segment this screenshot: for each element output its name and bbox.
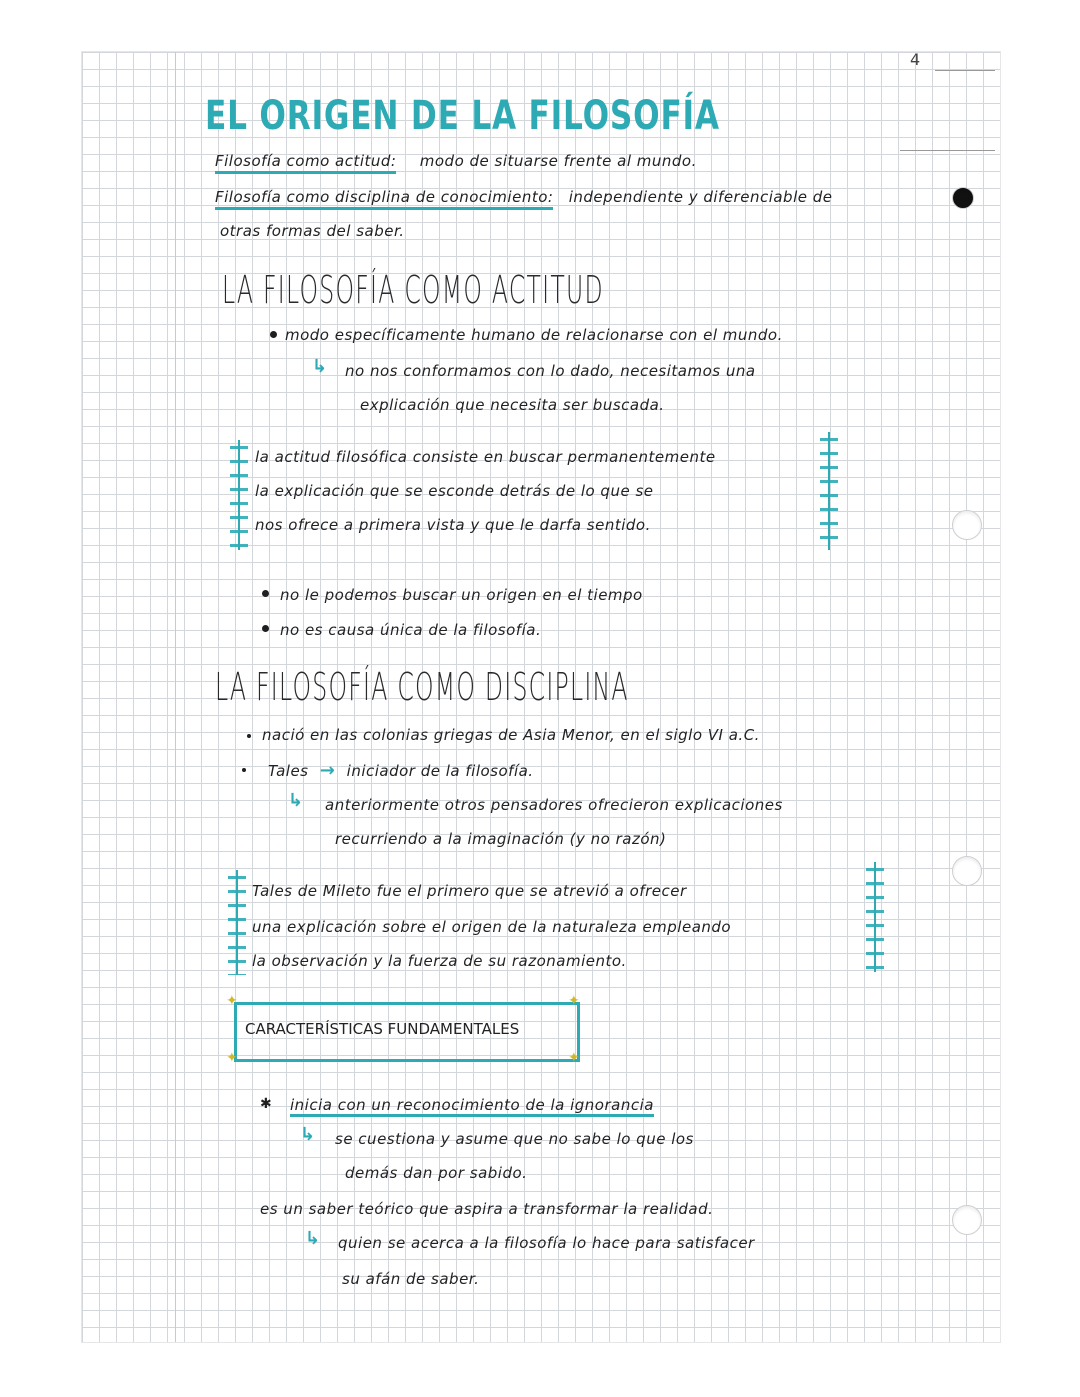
top-corner-lines xyxy=(900,150,995,151)
intro-line-1 xyxy=(215,152,697,170)
margin-line xyxy=(175,52,176,1342)
disciplina-bullet-2 xyxy=(268,760,534,781)
disciplina-box-line-3: la observación y la fuerza de su razonamiento. xyxy=(252,952,627,970)
actitud-box-line-2: la explicación que se esconde detrás de lo que se xyxy=(255,482,654,500)
page-mark: 4 xyxy=(910,50,921,69)
star-corner-icon: ✦ xyxy=(226,993,238,1009)
binder-hole xyxy=(952,510,982,540)
vine-border-icon xyxy=(230,440,248,550)
characteristic-1: inicia con un reconocimiento de la ignorancia xyxy=(290,1096,654,1117)
section-heading-actitud: LA FILOSOFÍA COMO ACTITUD xyxy=(222,268,604,312)
star-bullet-icon: ✱ xyxy=(260,1096,272,1112)
tales-text: iniciador de la filosofía. xyxy=(346,762,534,780)
top-corner-lines xyxy=(935,70,995,71)
intro-line-3: otras formas del saber. xyxy=(220,222,405,240)
page-title: EL ORIGEN DE LA FILOSOFÍA xyxy=(205,93,720,139)
disciplina-sub-2: recurriendo a la imaginación (y no razón) xyxy=(335,830,667,848)
bullet-dot-icon xyxy=(262,590,269,597)
disciplina-bullet-1: nació en las colonias griegas de Asia Menor, en el siglo VI a.C. xyxy=(262,726,760,744)
characteristic-1-sub-2: demás dan por sabido. xyxy=(345,1164,528,1182)
disciplina-box-line-2: una explicación sobre el origen de la naturaleza empleando xyxy=(252,918,732,936)
tales-name: Tales xyxy=(268,762,309,780)
actitud-sub-1: no nos conformamos con lo dado, necesitamos una xyxy=(345,362,756,380)
intro-line-2 xyxy=(215,188,833,206)
vine-border-icon xyxy=(228,870,246,975)
arrow-down-right-icon: ↳ xyxy=(305,1228,321,1249)
vine-border-icon xyxy=(866,862,884,972)
intro-term-2: Filosofía como disciplina de conocimiento: xyxy=(215,188,553,210)
characteristic-2: es un saber teórico que aspira a transformar la realidad. xyxy=(260,1200,714,1218)
bullet-dot-icon xyxy=(242,768,246,772)
star-corner-icon: ✦ xyxy=(568,1050,580,1066)
star-corner-icon: ✦ xyxy=(568,993,580,1009)
section-heading-disciplina: LA FILOSOFÍA COMO DISCIPLINA xyxy=(215,665,629,709)
characteristic-2-sub-1: quien se acerca a la filosofía lo hace para satisfacer xyxy=(338,1234,755,1252)
actitud-bullet-2: no le podemos buscar un origen en el tiempo xyxy=(280,586,643,604)
characteristic-1-sub-1: se cuestiona y asume que no sabe lo que los xyxy=(335,1130,694,1148)
bullet-dot-icon xyxy=(262,625,269,632)
binder-hole xyxy=(952,187,974,209)
actitud-box-line-1: la actitud filosófica consiste en buscar permanentemente xyxy=(255,448,716,466)
arrow-right-icon: → xyxy=(319,760,336,781)
binder-hole xyxy=(952,1205,982,1235)
intro-text-2: independiente y diferenciable de xyxy=(568,188,833,206)
vine-border-icon xyxy=(820,432,838,550)
binder-hole xyxy=(952,856,982,886)
bullet-dot-icon xyxy=(270,331,277,338)
disciplina-sub-1: anteriormente otros pensadores ofrecieron explicaciones xyxy=(325,796,783,814)
intro-term-1: Filosofía como actitud: xyxy=(215,152,396,174)
arrow-down-right-icon: ↳ xyxy=(288,790,304,811)
bullet-dot-icon xyxy=(247,734,251,738)
intro-text-1: modo de situarse frente al mundo. xyxy=(419,152,697,170)
characteristic-2-sub-2: su afán de saber. xyxy=(342,1270,480,1288)
star-corner-icon: ✦ xyxy=(226,1050,238,1066)
actitud-sub-2: explicación que necesita ser buscada. xyxy=(360,396,665,414)
arrow-down-right-icon: ↳ xyxy=(312,356,328,377)
actitud-bullet-3: no es causa única de la filosofía. xyxy=(280,621,542,639)
actitud-bullet-1: modo específicamente humano de relacionarse con el mundo. xyxy=(285,326,783,344)
actitud-box-line-3: nos ofrece a primera vista y que le darfa sentido. xyxy=(255,516,651,534)
arrow-down-right-icon: ↳ xyxy=(300,1124,316,1145)
disciplina-box-line-1: Tales de Mileto fue el primero que se atrevió a ofrecer xyxy=(252,882,687,900)
characteristics-heading: CARACTERÍSTICAS FUNDAMENTALES xyxy=(245,1020,520,1038)
